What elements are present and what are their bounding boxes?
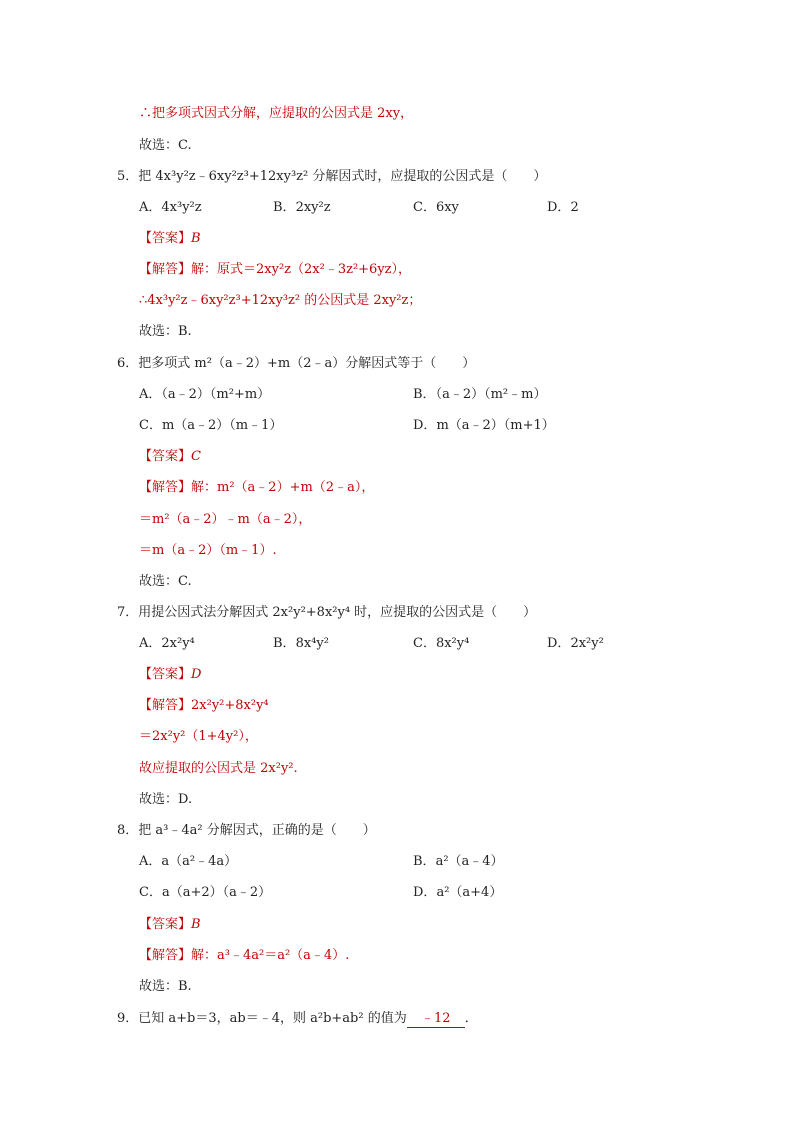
q5-stem-text: 把 4x³y²z﹣6xy²z³+12xy³z² 分解因式时，应提取的公因式是（ ） bbox=[138, 169, 547, 184]
q6-option-d: D．m（a﹣2）（m+1） bbox=[413, 418, 555, 433]
q5-solution-tag: 【解答】 bbox=[139, 262, 192, 277]
q9-stem-text: 已知 a+b＝3，ab＝﹣4，则 a²b+ab² 的值为 bbox=[138, 1011, 407, 1026]
q5-solution-line-2: ∴4x³y²z﹣6xy²z³+12xy³z² 的公因式是 2xy²z； bbox=[139, 293, 422, 308]
q7-option-a: A．2x²y⁴ bbox=[139, 636, 195, 651]
q5-choice: 故选：B. bbox=[139, 324, 192, 339]
q6-answer: C bbox=[191, 449, 201, 464]
q7-solution-line-1 bbox=[139, 698, 269, 714]
q5-option-d: D．2 bbox=[547, 200, 579, 215]
q8-stem bbox=[117, 823, 376, 839]
q5-solution-text-1: 解：原式＝2xy²z（2x²﹣3z²+6yz）， bbox=[191, 262, 412, 277]
q7-stem-text: 用提公因式法分解因式 2x²y²+8x²y⁴ 时，应提取的公因式是（ ） bbox=[138, 605, 537, 620]
q7-solution-tag: 【解答】 bbox=[139, 698, 192, 713]
q7-solution-text-1: 2x²y²+8x²y⁴ bbox=[191, 698, 269, 713]
q5-option-b: B．2xy²z bbox=[273, 200, 331, 215]
q8-option-b: B．a²（a﹣4） bbox=[413, 854, 504, 869]
q6-choice: 故选：C. bbox=[139, 574, 192, 589]
q8-solution-tag: 【解答】 bbox=[139, 948, 192, 963]
q5-answer: B bbox=[191, 231, 201, 246]
q6-solution-text-1: 解：m²（a﹣2）+m（2﹣a）， bbox=[191, 480, 375, 495]
q6-stem bbox=[117, 356, 475, 372]
q7-option-d: D．2x²y² bbox=[547, 636, 604, 651]
q8-choice: 故选：B. bbox=[139, 979, 192, 994]
q9-stem bbox=[117, 1011, 478, 1028]
q8-answer-tag: 【答案】 bbox=[139, 917, 192, 932]
q8-number: 8． bbox=[117, 823, 139, 838]
q9-answer-blank: ﹣12 bbox=[407, 1011, 465, 1028]
q7-number: 7． bbox=[117, 605, 139, 620]
q9-end: ． bbox=[464, 1011, 478, 1026]
q6-stem-text: 把多项式 m²（a﹣2）+m（2﹣a）分解因式等于（ ） bbox=[138, 356, 476, 371]
q6-number: 6． bbox=[117, 356, 139, 371]
q8-answer: B bbox=[191, 917, 201, 932]
q5-solution-line-1 bbox=[139, 262, 411, 278]
q8-solution-line-1 bbox=[139, 948, 349, 964]
q6-option-c: C．m（a﹣2）（m﹣1） bbox=[139, 418, 283, 433]
q5-option-c: C．6xy bbox=[413, 200, 459, 215]
q8-answer-line bbox=[139, 917, 201, 933]
q5-number: 5． bbox=[117, 169, 139, 184]
q6-solution-line-1 bbox=[139, 480, 374, 496]
q8-stem-text: 把 a³﹣4a² 分解因式，正确的是（ ） bbox=[138, 823, 376, 838]
q9-number: 9． bbox=[117, 1011, 139, 1026]
q7-solution-line-2: ＝2x²y²（1+4y²）， bbox=[139, 729, 258, 744]
q6-answer-tag: 【答案】 bbox=[139, 449, 192, 464]
q8-option-c: C．a（a+2）（a﹣2） bbox=[139, 885, 272, 900]
q6-solution-tag: 【解答】 bbox=[139, 480, 192, 495]
prev-choice-line: 故选：C. bbox=[139, 138, 192, 153]
q7-option-c: C．8x²y⁴ bbox=[413, 636, 470, 651]
q7-solution-line-3: 故应提取的公因式是 2x²y². bbox=[139, 761, 298, 776]
q6-solution-line-3: ＝m（a﹣2）（m﹣1）. bbox=[139, 543, 277, 558]
q8-option-a: A．a（a²﹣4a） bbox=[139, 854, 238, 869]
q5-answer-tag: 【答案】 bbox=[139, 231, 192, 246]
q5-answer-line bbox=[139, 231, 201, 247]
q7-answer-tag: 【答案】 bbox=[139, 667, 192, 682]
q6-solution-line-2: ＝m²（a﹣2）﹣m（a﹣2）， bbox=[139, 512, 312, 527]
q7-stem bbox=[117, 605, 536, 621]
q5-option-a: A．4x³y²z bbox=[139, 200, 202, 215]
q6-option-b: B．（a﹣2）（m²﹣m） bbox=[413, 387, 547, 402]
q6-answer-line bbox=[139, 449, 201, 465]
q7-answer: D bbox=[191, 667, 202, 682]
prev-therefore-line: ∴把多项式因式分解，应提取的公因式是 2xy， bbox=[139, 106, 414, 121]
q8-option-d: D．a²（a+4） bbox=[413, 885, 503, 900]
q6-option-a: A．（a﹣2）（m²+m） bbox=[139, 387, 271, 402]
q8-solution-text-1: 解：a³﹣4a²＝a²（a﹣4）. bbox=[191, 948, 350, 963]
q7-option-b: B．8x⁴y² bbox=[273, 636, 329, 651]
q7-choice: 故选：D. bbox=[139, 792, 193, 807]
q7-answer-line bbox=[139, 667, 201, 683]
q5-stem bbox=[117, 169, 546, 185]
